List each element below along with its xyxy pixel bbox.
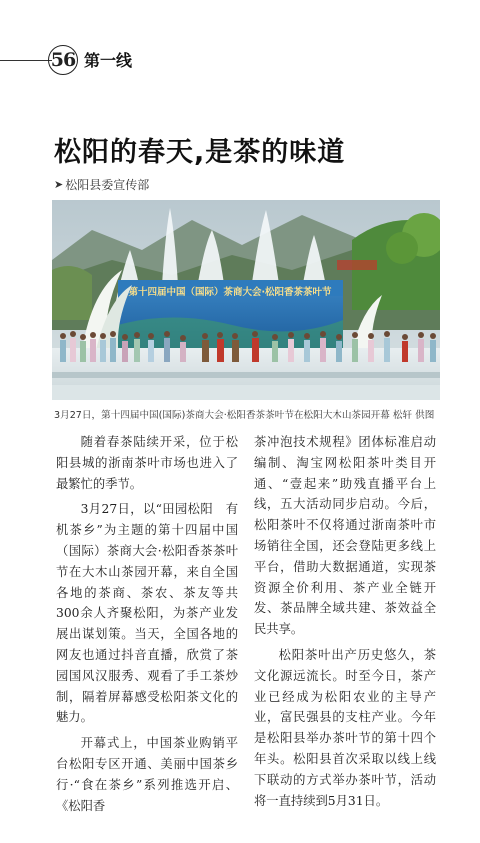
paragraph: 随着春茶陆续开采，位于松阳县城的浙南茶叶市场也进入了最繁忙的季节。 — [56, 435, 238, 491]
body-column-right — [254, 432, 436, 816]
event-photo — [52, 200, 440, 400]
byline — [54, 176, 149, 193]
photo-caption: 3月27日，第十四届中国(国际)茶商大会·松阳香茶茶叶节在松阳大木山茶园开幕 松轩 供图 — [54, 410, 435, 421]
body-column-left — [56, 432, 238, 821]
paragraph: 茶冲泡技术规程》团体标准启动编制、淘宝网松阳茶叶类目开通、“壹起来”助残直播平台上线，五大活动同步启动。今后，松阳茶叶不仅将通过浙南茶叶市场销往全国，还会登陆更多线上平台，借助大数据通道，实现茶资源全价利用、茶产业全链开发、茶品牌全域共建、茶效益全民共享。 — [254, 435, 436, 637]
chevron-right-icon: ➤ — [54, 178, 64, 191]
paragraph: 松阳茶叶出产历史悠久，茶文化源远流长。时至今日，茶产业已经成为松阳农业的主导产业，富民强县的支柱产业。今年是松阳县举办茶叶节的第十四个年头。松阳县首次采取以线上线下联动的方式举办茶叶节，活动将一直持续到5月31日。 — [254, 647, 436, 808]
paragraph: 开幕式上，中国茶业购销平台松阳专区开通、美丽中国茶乡行·“食在茶乡”系列推选开启、《松阳香 — [56, 736, 238, 813]
photo-illustration — [52, 200, 440, 400]
section-title: 第一线 — [84, 51, 133, 70]
page-number: 56 — [48, 45, 78, 75]
article-title: 松阳的春天,是茶的味道 — [54, 137, 346, 168]
banner-text: 第十四届中国（国际）茶商大会·松阳香茶茶叶节 — [128, 287, 332, 298]
paragraph: 3月27日，以“田园松阳 有机茶乡”为主题的第十四届中国（国际）茶商大会·松阳香茶茶叶节在大木山茶园开幕，来自全国各地的茶商、茶农、茶友等共300余人齐聚松阳，为茶产业发展出谋划策。当天，全国各地的网友也通过抖音直播，欣赏了茶园国风汉服秀、观看了手工茶炒制，隔着屏幕感受松阳茶文化的魅力。 — [56, 502, 238, 725]
header-rule — [0, 60, 52, 61]
byline-text: 松阳县委宣传部 — [65, 178, 150, 192]
